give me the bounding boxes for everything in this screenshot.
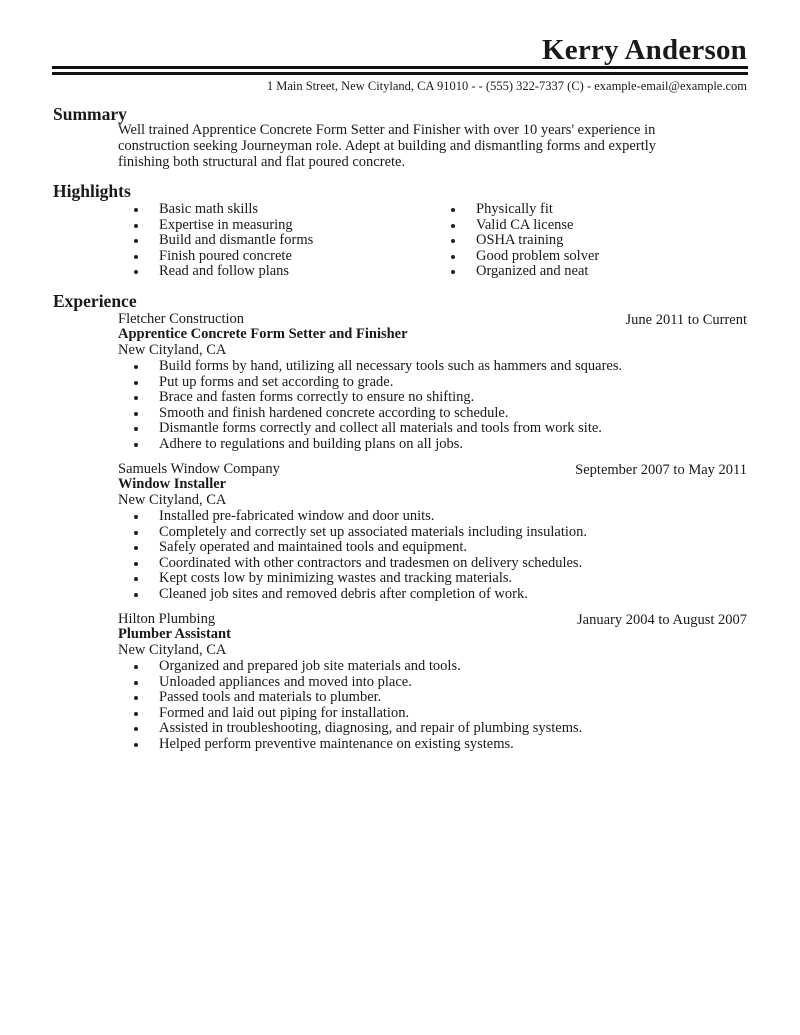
- list-item-text: Coordinated with other contractors and tradesmen on delivery schedules.: [159, 554, 583, 571]
- bullet-icon: [134, 696, 138, 700]
- list-item-text: Basic math skills: [159, 201, 259, 217]
- list-item: [118, 525, 587, 541]
- section-title-experience: Experience: [53, 291, 137, 311]
- list-item: [118, 218, 313, 234]
- list-item-text: Organized and prepared job site materials and tools.: [159, 658, 461, 674]
- list-item: [118, 375, 622, 391]
- list-item: [435, 264, 599, 280]
- list-item: [118, 540, 587, 556]
- bullet-icon: [134, 427, 138, 431]
- list-item: [118, 390, 622, 406]
- job-bullets: [118, 659, 582, 753]
- job-location: New Cityland, CA: [118, 642, 227, 658]
- bullet-icon: [134, 681, 138, 685]
- list-item: [118, 675, 582, 691]
- list-item-text: Dismantle forms correctly and collect all materials and tools from work site.: [159, 420, 602, 437]
- bullet-icon: [134, 396, 138, 400]
- list-item: [118, 571, 587, 587]
- highlights-list-left: [118, 202, 313, 280]
- list-item-text: Good problem solver: [476, 247, 600, 264]
- list-item-text: Expertise in measuring: [159, 216, 293, 233]
- list-item: [118, 587, 587, 603]
- list-item: [118, 359, 622, 375]
- list-item-text: Put up forms and set according to grade.: [159, 373, 394, 390]
- list-item-text: Read and follow plans: [159, 263, 290, 280]
- summary-line: finishing both structural and flat poured concrete.: [118, 153, 406, 170]
- list-item: [118, 437, 622, 453]
- job-location: New Cityland, CA: [118, 342, 227, 358]
- bullet-icon: [134, 593, 138, 597]
- bullet-icon: [134, 546, 138, 550]
- bullet-icon: [134, 270, 138, 274]
- list-item: [118, 406, 622, 422]
- bullet-icon: [451, 208, 455, 212]
- list-item: [118, 721, 582, 737]
- list-item-text: Assisted in troubleshooting, diagnosing, and repair of plumbing systems.: [159, 720, 583, 737]
- list-item-text: Brace and fasten forms correctly to ensure no shifting.: [159, 389, 475, 406]
- header-rule-thick: [52, 66, 748, 69]
- list-item: [435, 202, 599, 218]
- list-item: [118, 202, 313, 218]
- bullet-icon: [134, 443, 138, 447]
- list-item: [118, 659, 582, 675]
- bullet-icon: [134, 224, 138, 228]
- bullet-icon: [134, 255, 138, 259]
- list-item-text: Kept costs low by minimizing wastes and tracking materials.: [159, 570, 513, 587]
- list-item-text: Unloaded appliances and moved into place.: [159, 673, 412, 690]
- job-dates: June 2011 to Current: [625, 312, 747, 328]
- list-item: [118, 509, 587, 525]
- list-item-text: Valid CA license: [476, 216, 574, 233]
- list-item-text: Safely operated and maintained tools and equipment.: [159, 539, 468, 556]
- summary-text: [118, 123, 758, 170]
- job-company: Fletcher Construction: [118, 311, 245, 327]
- list-item-text: Installed pre-fabricated window and door units.: [159, 508, 435, 524]
- job-company: Samuels Window Company: [118, 461, 280, 477]
- bullet-icon: [451, 255, 455, 259]
- job-title: Window Installer: [118, 476, 227, 492]
- list-item: [118, 690, 582, 706]
- list-item-text: Build forms by hand, utilizing all necessary tools such as hammers and squares.: [159, 358, 623, 374]
- list-item-text: Helped perform preventive maintenance on existing systems.: [159, 735, 514, 752]
- list-item: [118, 421, 622, 437]
- job-bullets: [118, 509, 587, 603]
- list-item-text: Formed and laid out piping for installation.: [159, 704, 410, 721]
- bullet-icon: [134, 577, 138, 581]
- list-item: [118, 249, 313, 265]
- job-title: Plumber Assistant: [118, 626, 231, 642]
- section-title-highlights: Highlights: [53, 181, 131, 201]
- list-item-text: Completely and correctly set up associated materials including insulation.: [159, 523, 588, 540]
- list-item-text: Smooth and finish hardened concrete according to schedule.: [159, 404, 509, 421]
- section-title-summary: Summary: [53, 104, 127, 124]
- bullet-icon: [134, 208, 138, 212]
- bullet-icon: [451, 224, 455, 228]
- bullet-icon: [134, 712, 138, 716]
- list-item-text: Passed tools and materials to plumber.: [159, 689, 382, 706]
- bullet-icon: [134, 365, 138, 369]
- list-item: [118, 264, 313, 280]
- bullet-icon: [134, 562, 138, 566]
- contact-info: 1 Main Street, New Cityland, CA 91010 - - (555) 322-7337 (C) - example-email@example.com: [266, 79, 747, 93]
- list-item-text: Adhere to regulations and building plans on all jobs.: [159, 435, 464, 452]
- bullet-icon: [134, 515, 138, 519]
- summary-line: Well trained Apprentice Concrete Form Setter and Finisher with over 10 years' experience in: [118, 122, 656, 138]
- bullet-icon: [134, 743, 138, 747]
- list-item-text: Organized and neat: [476, 263, 589, 280]
- job-dates: January 2004 to August 2007: [577, 612, 747, 628]
- list-item: [435, 218, 599, 234]
- header-rule-thin: [52, 72, 748, 75]
- list-item-text: Finish poured concrete: [159, 247, 292, 264]
- list-item-text: Build and dismantle forms: [159, 232, 314, 249]
- job-title: Apprentice Concrete Form Setter and Finisher: [118, 326, 408, 342]
- bullet-icon: [451, 239, 455, 243]
- list-item-text: OSHA training: [476, 232, 564, 249]
- list-item: [118, 737, 582, 753]
- list-item: [435, 249, 599, 265]
- bullet-icon: [134, 665, 138, 669]
- job-dates: September 2007 to May 2011: [575, 462, 747, 478]
- bullet-icon: [134, 412, 138, 416]
- list-item: [435, 233, 599, 249]
- job-bullets: [118, 359, 622, 453]
- summary-line: construction seeking Journeyman role. Adept at building and dismantling forms and expertly: [118, 137, 657, 154]
- bullet-icon: [134, 381, 138, 385]
- job-company: Hilton Plumbing: [118, 611, 216, 627]
- list-item-text: Physically fit: [476, 201, 553, 217]
- bullet-icon: [134, 531, 138, 535]
- bullet-icon: [134, 727, 138, 731]
- highlights-list-right: [435, 202, 599, 280]
- bullet-icon: [451, 270, 455, 274]
- bullet-icon: [134, 239, 138, 243]
- list-item-text: Cleaned job sites and removed debris after completion of work.: [159, 585, 528, 602]
- list-item: [118, 706, 582, 722]
- list-item: [118, 556, 587, 572]
- candidate-name: Kerry Anderson: [542, 34, 747, 66]
- list-item: [118, 233, 313, 249]
- job-location: New Cityland, CA: [118, 492, 227, 508]
